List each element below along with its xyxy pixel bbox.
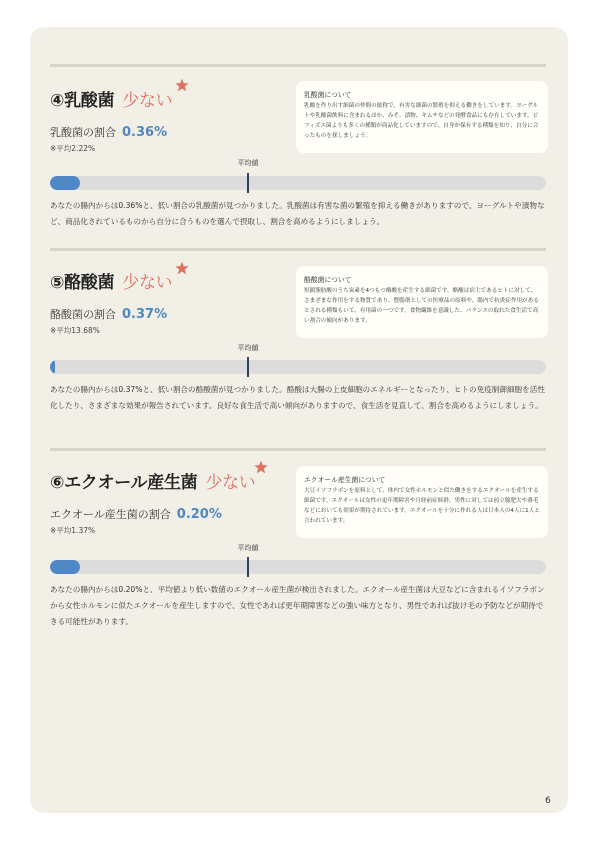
ratio-label: 乳酸菌の割合: [50, 126, 116, 139]
info-box: [296, 81, 548, 153]
star-icon: [254, 460, 268, 474]
ratio-bar: [50, 360, 546, 374]
ratio-label: 酪酸菌の割合: [50, 308, 116, 321]
section-description: あなたの腸内からは0.20%と、平均値より低い数値のエクオール産生菌が検出されました。エクオール産生菌は大豆などに含まれるイソフラボンから女性ホルモンに似たエクオールを産生しますので、女性であれば更年期障害などの強い味方となり、男性であれば抜け毛の予防などが期待できる可能性があります。: [50, 585, 545, 626]
ratio-bar-fill: [50, 176, 80, 190]
average-note: ※平均13.68%: [50, 326, 100, 335]
section-butyrate-bacteria: [50, 248, 546, 433]
average-label: 平均値: [237, 159, 259, 167]
average-note: ※平均1.37%: [50, 526, 96, 535]
section-title: [50, 468, 255, 493]
section-divider: [50, 248, 546, 251]
section-lactic-acid-bacteria: [50, 64, 546, 234]
level-label: 少ない: [122, 91, 173, 111]
average-note: ※平均2.22%: [50, 144, 96, 153]
ratio-bar-fill: [50, 560, 80, 574]
star-icon: [175, 261, 189, 275]
info-body: 乳酸を作り出す細菌の仲間の総称で、有害な細菌の繁殖を抑える働きをしています。ヨーグルトや乳酸菌飲料に含まれるほか、みそ、漬物、キムチなどの発酵食品にも存在しています。ビフィズス菌よりも多くの種類が商品化していますので、自身が保有する種類を知り、自分に合ったものを探しましょう。: [304, 103, 539, 139]
level-label: 少ない: [205, 473, 256, 493]
bacteria-name: ⑤酪酸菌: [50, 273, 115, 293]
info-body: 大豆イソフラボンを原料として、体内で女性ホルモンと似た働きをするエクオールを産生する細菌です。エクオールは女性の更年期障害や月経前症候群、男性に対しては前立腺肥大や薄毛などにおいても効果が期待されています。エクオールを十分に作れる人は日本人の4人に1人と言われています。: [304, 488, 540, 524]
bacteria-name: ④乳酸菌: [50, 91, 115, 111]
ratio-value: 0.36%: [122, 125, 168, 140]
section-title: [50, 86, 172, 111]
info-body: 短鎖脂肪酸のうち炭素を4つもつ酪酸を産生する細菌です。酪酸は宿主であるヒトに対して、さまざまな作用をする物質であり、整腸剤としての医療品の原料や、腸内で抗炎症作用があるとされる種類もいて、有用菌の一つです。食物繊維を意識した、バランスの取れた食生活で高い割合の傾向があります。: [304, 288, 539, 324]
ratio-bar: [50, 560, 546, 574]
bacteria-name: ⑥エクオール産生菌: [50, 473, 198, 493]
section-equol-producing-bacteria: [50, 448, 546, 633]
average-label: 平均値: [237, 544, 259, 552]
average-label: 平均値: [237, 344, 259, 352]
average-marker: [247, 557, 249, 577]
info-title: エクオール産生菌について: [304, 476, 386, 484]
level-label: 少ない: [122, 273, 173, 293]
ratio-bar-fill: [50, 360, 55, 374]
ratio-line: [50, 306, 167, 322]
info-title: 酪酸菌について: [304, 276, 352, 284]
ratio-value: 0.37%: [122, 307, 168, 322]
ratio-value: 0.20%: [176, 507, 222, 522]
section-description: あなたの腸内からは0.37%と、低い割合の酪酸菌が見つかりました。酪酸は大腸の上皮細胞のエネルギーとなったり、ヒトの免疫制御細胞を活性化したり、さまざまな効果が報告されています。良好な食生活で高い傾向がありますので、食生活を見直して、割合を高めるようにしましょう。: [50, 385, 545, 410]
ratio-label: エクオール産生菌の割合: [50, 508, 171, 521]
section-title: [50, 268, 172, 293]
page-number: 6: [545, 796, 551, 806]
average-marker: [247, 357, 249, 377]
section-divider: [50, 448, 546, 451]
ratio-line: [50, 124, 167, 140]
average-marker: [247, 173, 249, 193]
ratio-line: [50, 506, 222, 522]
info-box: [296, 466, 548, 538]
info-title: 乳酸菌について: [304, 91, 352, 99]
star-icon: [175, 78, 189, 92]
info-box: [296, 266, 548, 338]
section-description: あなたの腸内からは0.36%と、低い割合の乳酸菌が見つかりました。乳酸菌は有害な菌の繁殖を抑える働きがありますので、ヨーグルトや漬物など、商品化されているものから自分に合うものを選んで摂取し、割合を高めるようにしましょう。: [50, 201, 545, 226]
ratio-bar: [50, 176, 546, 190]
section-divider: [50, 64, 546, 67]
